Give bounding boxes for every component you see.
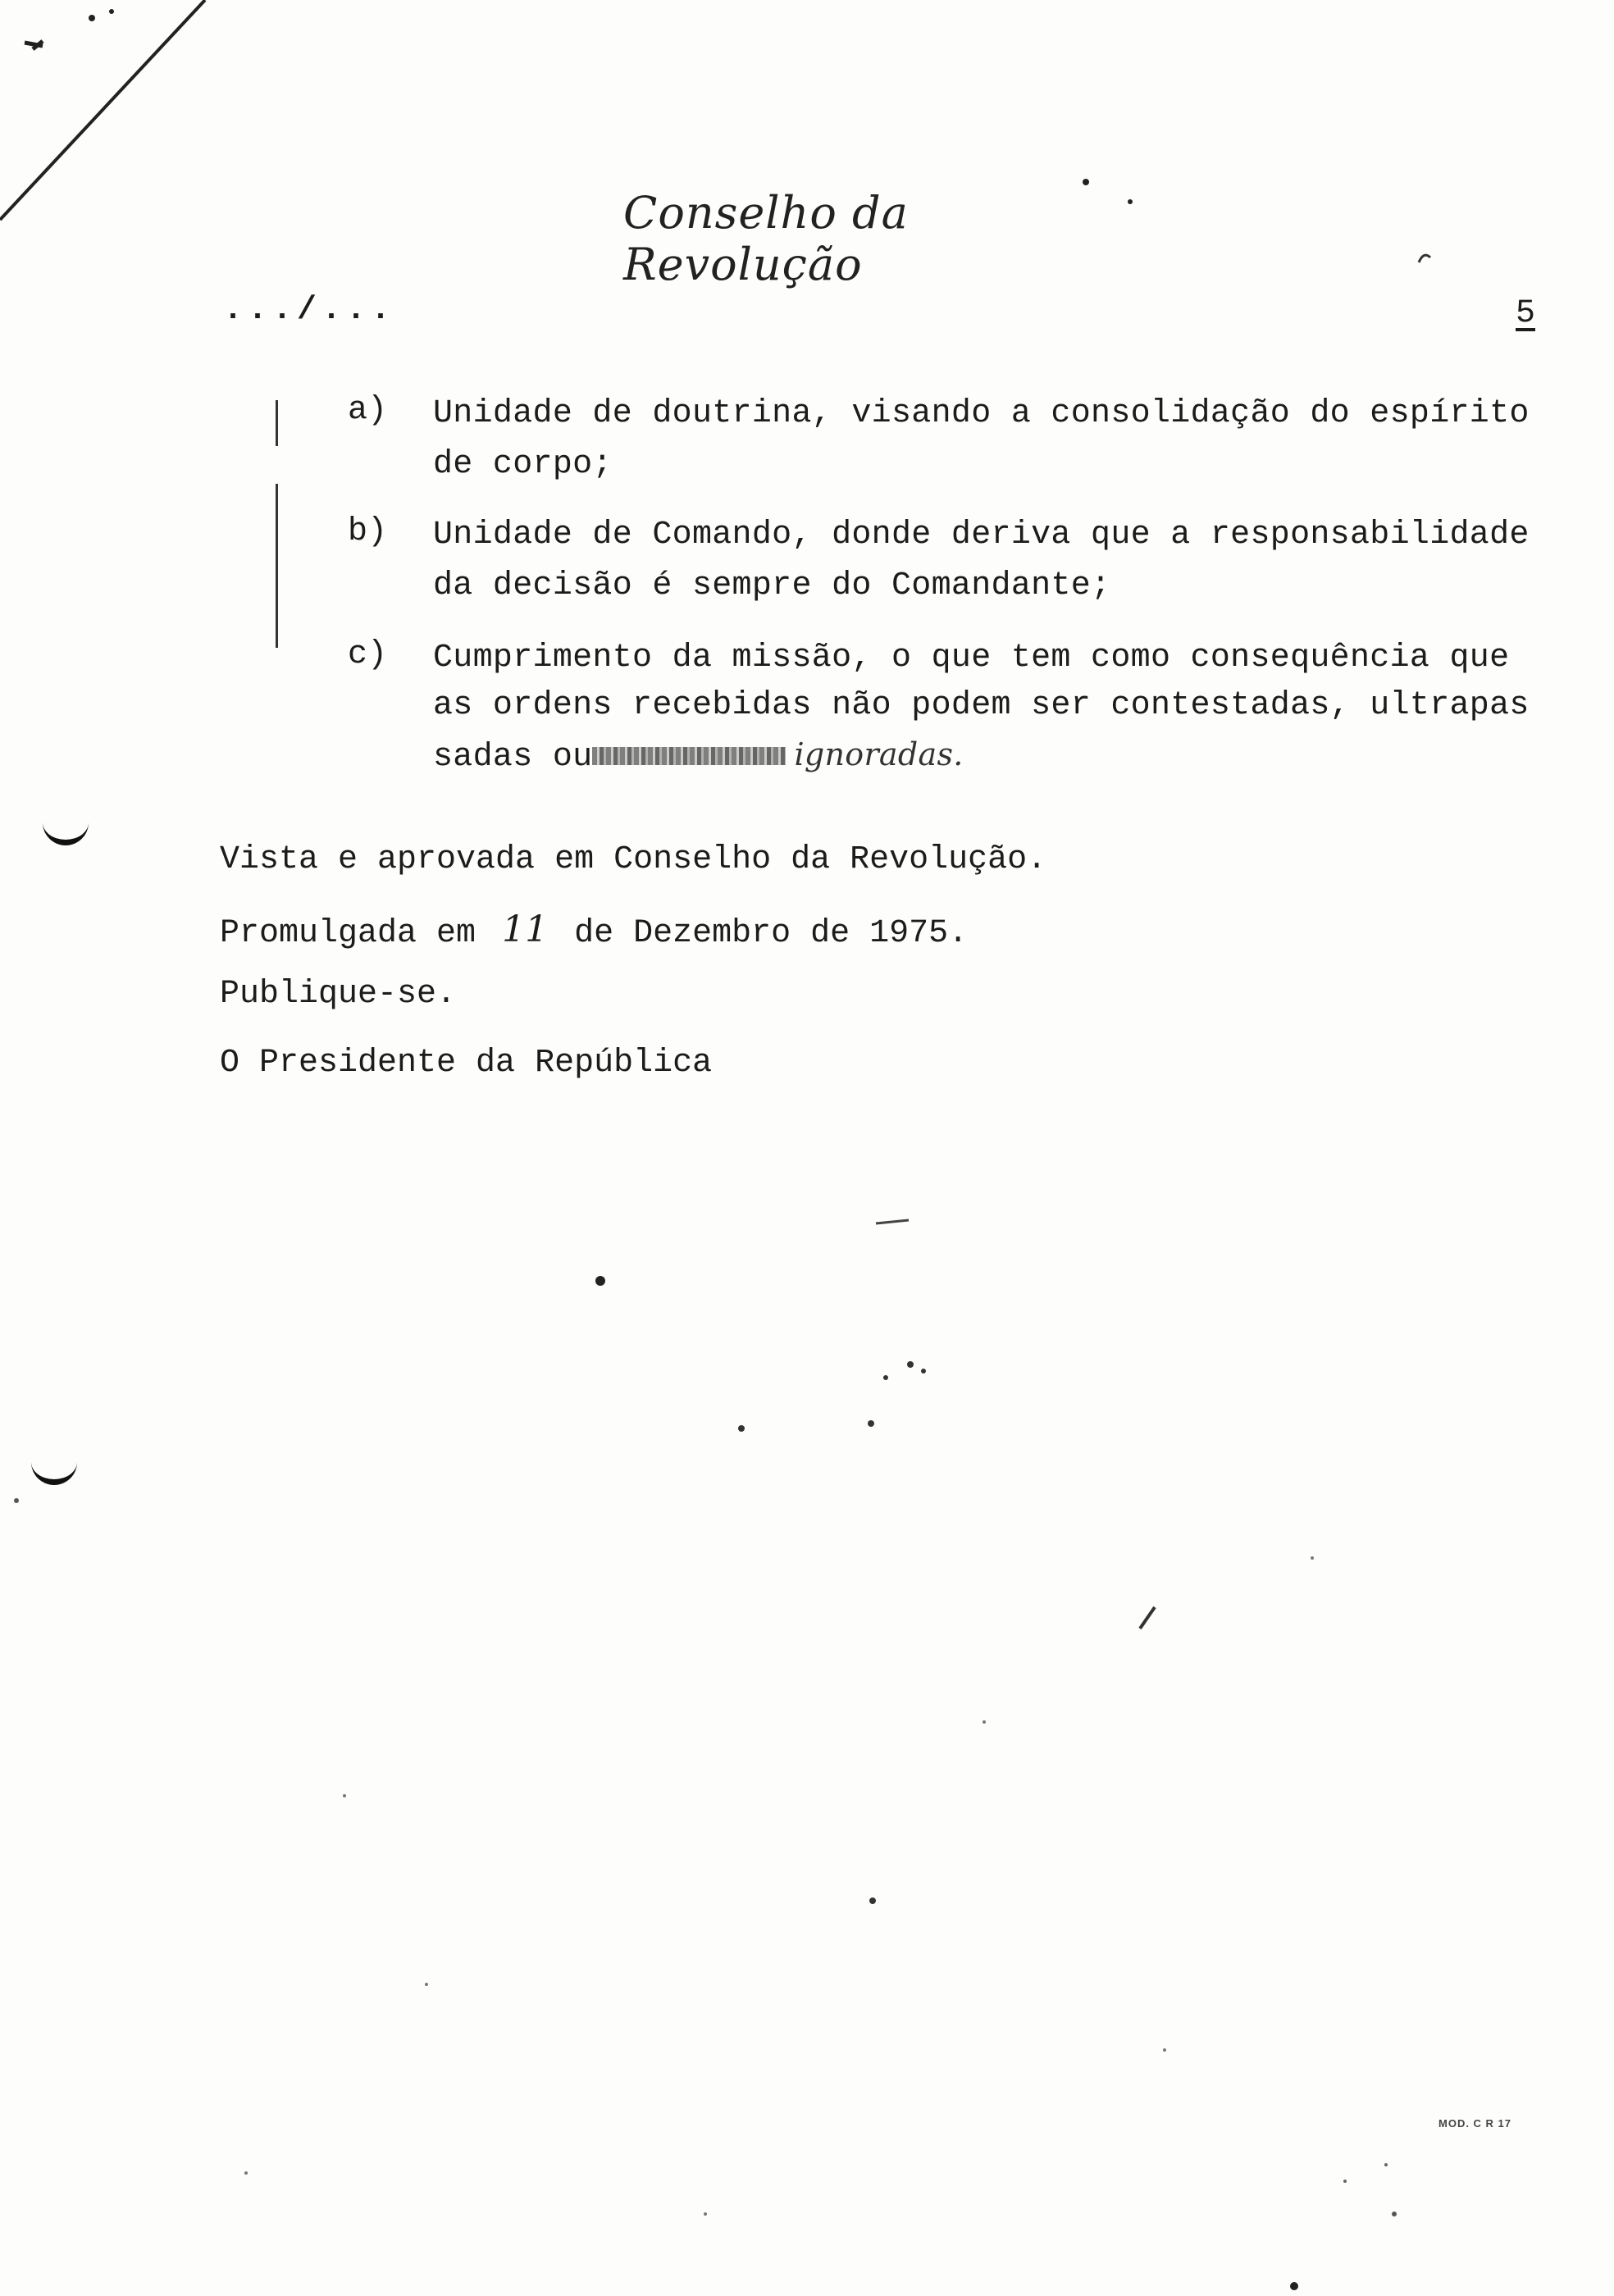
- handwritten-correction: ignoradas.: [794, 736, 964, 772]
- punch-hole-mark-top: [43, 820, 89, 845]
- promulgation-suffix: de Dezembro de 1975.: [574, 915, 969, 952]
- letterhead-title: Conselho da Revolução: [623, 187, 909, 290]
- item-c-line-3: [433, 736, 964, 776]
- signatory-line: O Presidente da República: [220, 1045, 713, 1082]
- item-c-line-2: as ordens recebidas não podem ser contestadas, ultrapas: [433, 687, 1530, 724]
- promulgation-line: [220, 909, 968, 952]
- promulgation-prefix: Promulgada em: [220, 915, 476, 952]
- item-a-line-1: Unidade de doutrina, visando a consolidação do espírito: [433, 395, 1530, 432]
- margin-mark-b: [276, 484, 278, 648]
- item-c-label: c): [348, 636, 388, 673]
- item-a-line-2: de corpo;: [433, 446, 613, 483]
- continuation-mark: .../...: [223, 292, 396, 329]
- item-c-line-1: Cumprimento da missão, o que tem como consequência que: [433, 640, 1510, 676]
- approval-line: Vista e aprovada em Conselho da Revolução.: [220, 841, 1047, 878]
- item-c-line-3-text: sadas ou: [433, 739, 593, 776]
- item-b-label: b): [348, 513, 388, 550]
- promulgation-day: 11: [502, 909, 549, 950]
- item-b-line-2: da decisão é sempre do Comandante;: [433, 567, 1111, 604]
- punch-hole-mark-bottom: [31, 1460, 77, 1485]
- form-code: MOD. C R 17: [1438, 2117, 1512, 2130]
- struck-out-word: [592, 747, 786, 765]
- item-b-line-1: Unidade de Comando, donde deriva que a responsabilidade: [433, 517, 1530, 554]
- margin-mark-a: [276, 400, 278, 446]
- page-number: 5: [1516, 295, 1536, 332]
- item-a-label: a): [348, 392, 388, 429]
- publish-line: Publique-se.: [220, 976, 457, 1013]
